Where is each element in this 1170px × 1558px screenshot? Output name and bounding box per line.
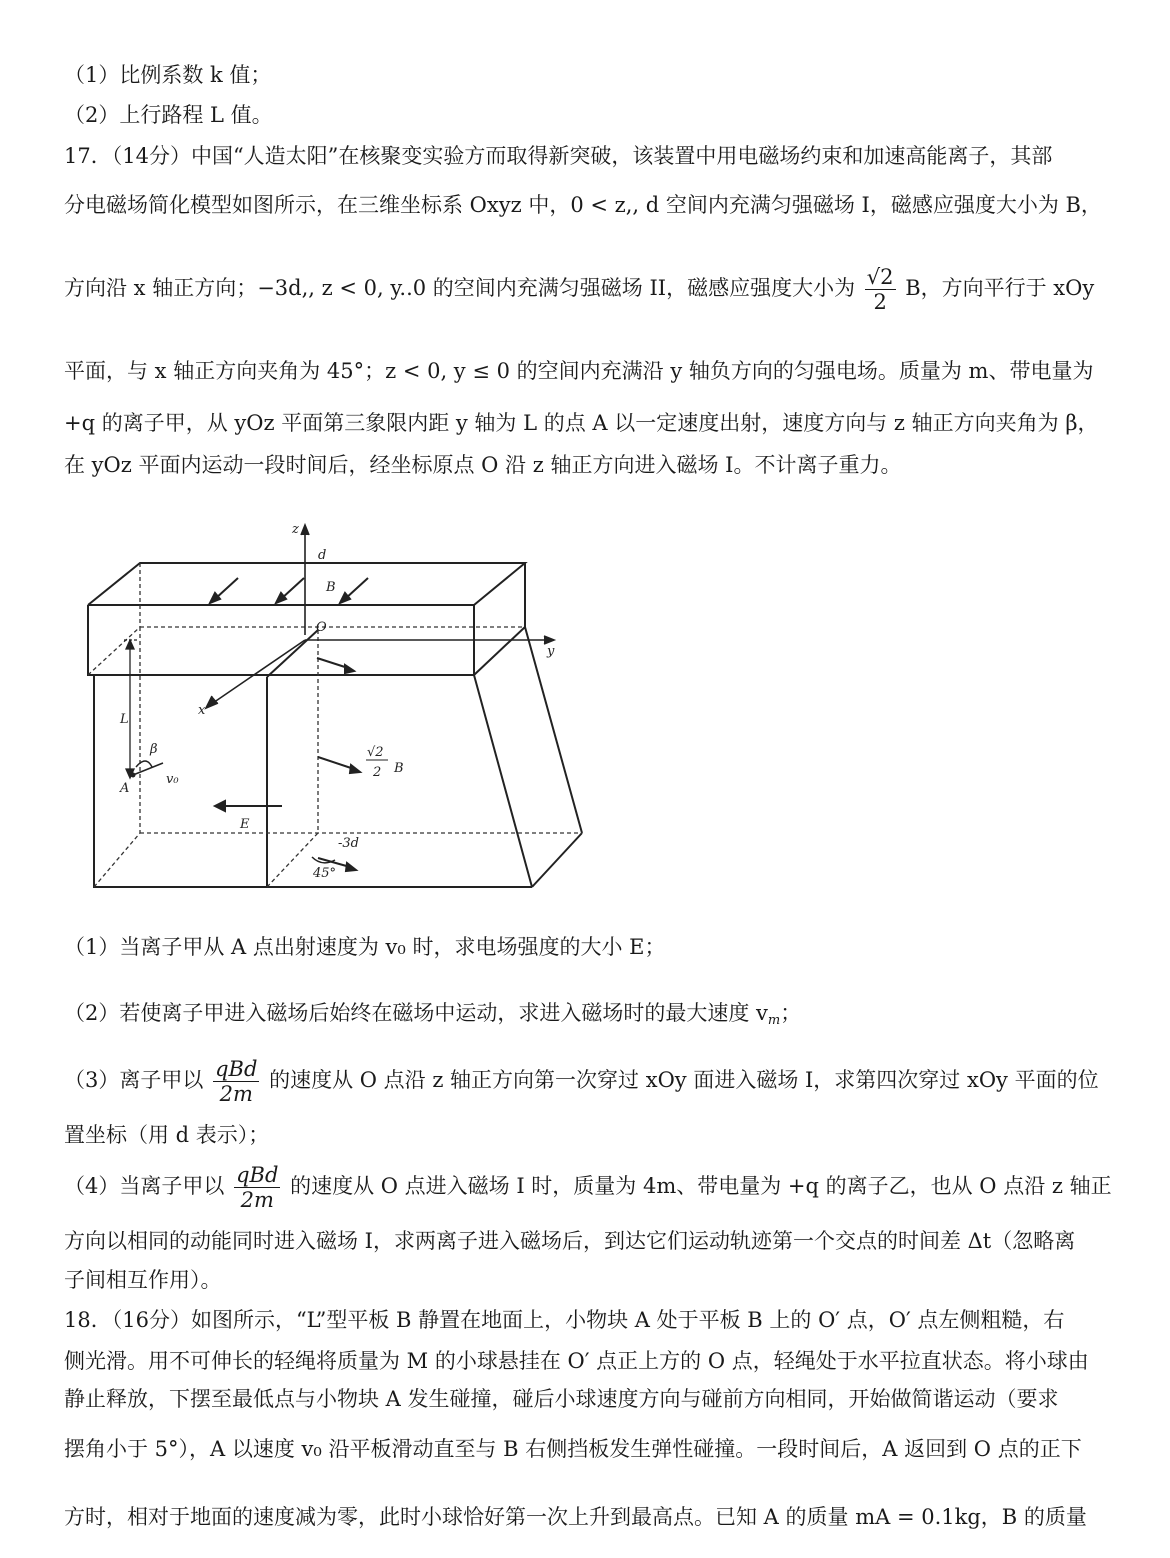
q17-part2-sub: m [767,1013,781,1028]
hidden-divider-bottom [267,833,318,887]
label-l: L [120,712,129,727]
q17-part2-end: ； [780,1001,802,1025]
field-fraction-den: 2 [873,290,887,314]
label-field2-b: B [394,761,404,776]
q17-part3-text-a: （3）离子甲以 [64,1068,204,1092]
q18-line3: 静止释放，下摆至最低点与小物块 A 发生碰撞，碰后小球速度方向与碰前方向相同，开始做简谐运动（要求 [64,1387,1059,1411]
x-axis [210,640,305,705]
label-b-top: B [326,580,336,595]
q18-line2: 侧光滑。用不可伸长的轻绳将质量为 M 的小球悬挂在 O′ 点正上方的 O 点，轻绳处于水平拉直状态。将小球由 [64,1349,1089,1373]
label-x: x [198,703,206,718]
e-field-arrowhead [215,801,225,811]
label-y: y [547,644,555,659]
q17-line3 [64,260,1110,316]
box-top-surface [88,563,525,605]
q17-line3-text-a: 方向沿 x 轴正方向；−3d,, z < 0, y..0 的空间内充满匀强磁场 II，磁感应强度大小为 [64,276,856,300]
q17-part4-text-a: （4）当离子甲以 [64,1174,225,1198]
q17-part3-line2: 置坐标（用 d 表示）； [64,1123,270,1147]
label-v0: v₀ [166,772,179,787]
q18-header: 18．（16分）如图所示，“L”型平板 B 静置在地面上，小物块 A 处于平板 B 上的 O′ 点，O′ 点左侧粗糙，右 [64,1308,1065,1332]
q18-line4: 摆角小于 5°），A 以速度 v₀ 沿平板滑动直至与 B 右侧挡板发生弹性碰撞。一段时间后，A 返回到 O 点的正下 [64,1437,1082,1461]
label-field2-num: √2 [367,745,384,760]
q17-part4-line2: 方向以相同的动能同时进入磁场 I，求两离子进入磁场后，到达它们运动轨迹第一个交点的时间差 Δt（忽略离 [64,1229,1076,1253]
q18-line5: 方时，相对于地面的速度减为零，此时小球恰好第一次上升到最高点。已知 A 的质量 mA = 0.1kg，B 的质量 [64,1505,1087,1529]
hidden-origin-plane [88,627,140,675]
q17-part4-text-b: 的速度从 O 点进入磁场 I 时，质量为 4m、带电量为 +q 的离子乙，也从 O 点沿 z 轴正 [290,1174,1112,1198]
field-fraction-num: √2 [866,265,894,289]
label-z: z [292,522,299,537]
x-axis-arrowhead [206,696,218,708]
q17-part3-den: 2m [219,1082,253,1106]
q17-line6: 在 yOz 平面内运动一段时间后，经坐标原点 O 沿 z 轴正方向进入磁场 I。不计离子重力。 [64,453,902,477]
label-beta: β [150,742,158,757]
z-axis-arrowhead [301,525,309,535]
q17-part4-num: qBd [236,1163,279,1187]
l-dimension-top-arrow [126,640,134,649]
label-field2-den: 2 [373,765,382,780]
y-axis-arrowhead [544,636,554,644]
magnetic-field-diagram [60,515,600,900]
q17-part4 [64,1158,1110,1214]
q16-part2: （2）上行路程 L 值。 [64,103,273,127]
q16-part1: （1）比例系数 k 值； [64,63,272,87]
box-bottom-right [532,833,582,887]
q17-line4: 平面，与 x 轴正方向夹角为 45°；z < 0, y ≤ 0 的空间内充满沿 y 轴负方向的匀强电场。质量为 m、带电量为 [64,359,1094,383]
label-45: 45° [313,866,337,881]
point-a [131,773,136,778]
q17-part4-den: 2m [240,1188,274,1212]
field-fraction [865,265,896,314]
q17-part3 [64,1052,1110,1108]
q17-part3-fraction [213,1057,259,1106]
field-ii-arrowhead-2 [350,765,360,773]
q17-part3-text-b: 的速度从 O 点沿 z 轴正方向第一次穿过 xOy 面进入磁场 I，求第四次穿过 xOy 平面的位 [269,1068,1099,1092]
beta-angle-arc [136,761,152,767]
field-ii-arrowhead-1 [345,665,354,673]
q17-header: 17．（14分）中国“人造太阳”在核聚变实验方而取得新突破，该装置中用电磁场约束和加速高能离子，其部 [64,144,1053,168]
q17-line2: 分电磁场简化模型如图所示，在三维坐标系 Oxyz 中，0 < z,, d 空间内充满匀强磁场 I，磁感应强度大小为 B， [64,193,1102,217]
box-front-right-vertical [474,675,532,887]
field-ii-arrow-2 [318,757,354,769]
q17-part2 [64,998,1110,1036]
q17-part4-fraction [234,1163,280,1212]
q17-line5: +q 的离子甲，从 yOz 平面第三象限内距 y 轴为 L 的点 A 以一定速度出射，速度方向与 z 轴正方向夹角为 β， [64,411,1099,435]
q17-part1: （1）当离子甲从 A 点出射速度为 v₀ 时，求电场强度的大小 E； [64,935,666,959]
hidden-edge-bottom-left [94,833,140,887]
q17-part2-text: （2）若使离子甲进入磁场后始终在磁场中运动，求进入磁场时的最大速度 v [64,1001,768,1025]
label-o: O [316,620,327,635]
box-bottom-front [94,675,532,887]
label-e: E [240,817,250,832]
label-d: d [318,548,327,563]
divider-top [267,630,318,677]
field-ii-arrow-1 [317,658,348,668]
label-minus3d: -3d [338,836,359,851]
q17-line3-text-b: B，方向平行于 xOy [905,276,1095,300]
field-ii-arrowhead-3 [346,863,356,871]
box-right-edge-mid [474,627,525,675]
label-a: A [120,781,130,796]
q17-part3-num: qBd [215,1057,258,1081]
q17-part4-line3: 子间相互作用）。 [64,1268,222,1292]
